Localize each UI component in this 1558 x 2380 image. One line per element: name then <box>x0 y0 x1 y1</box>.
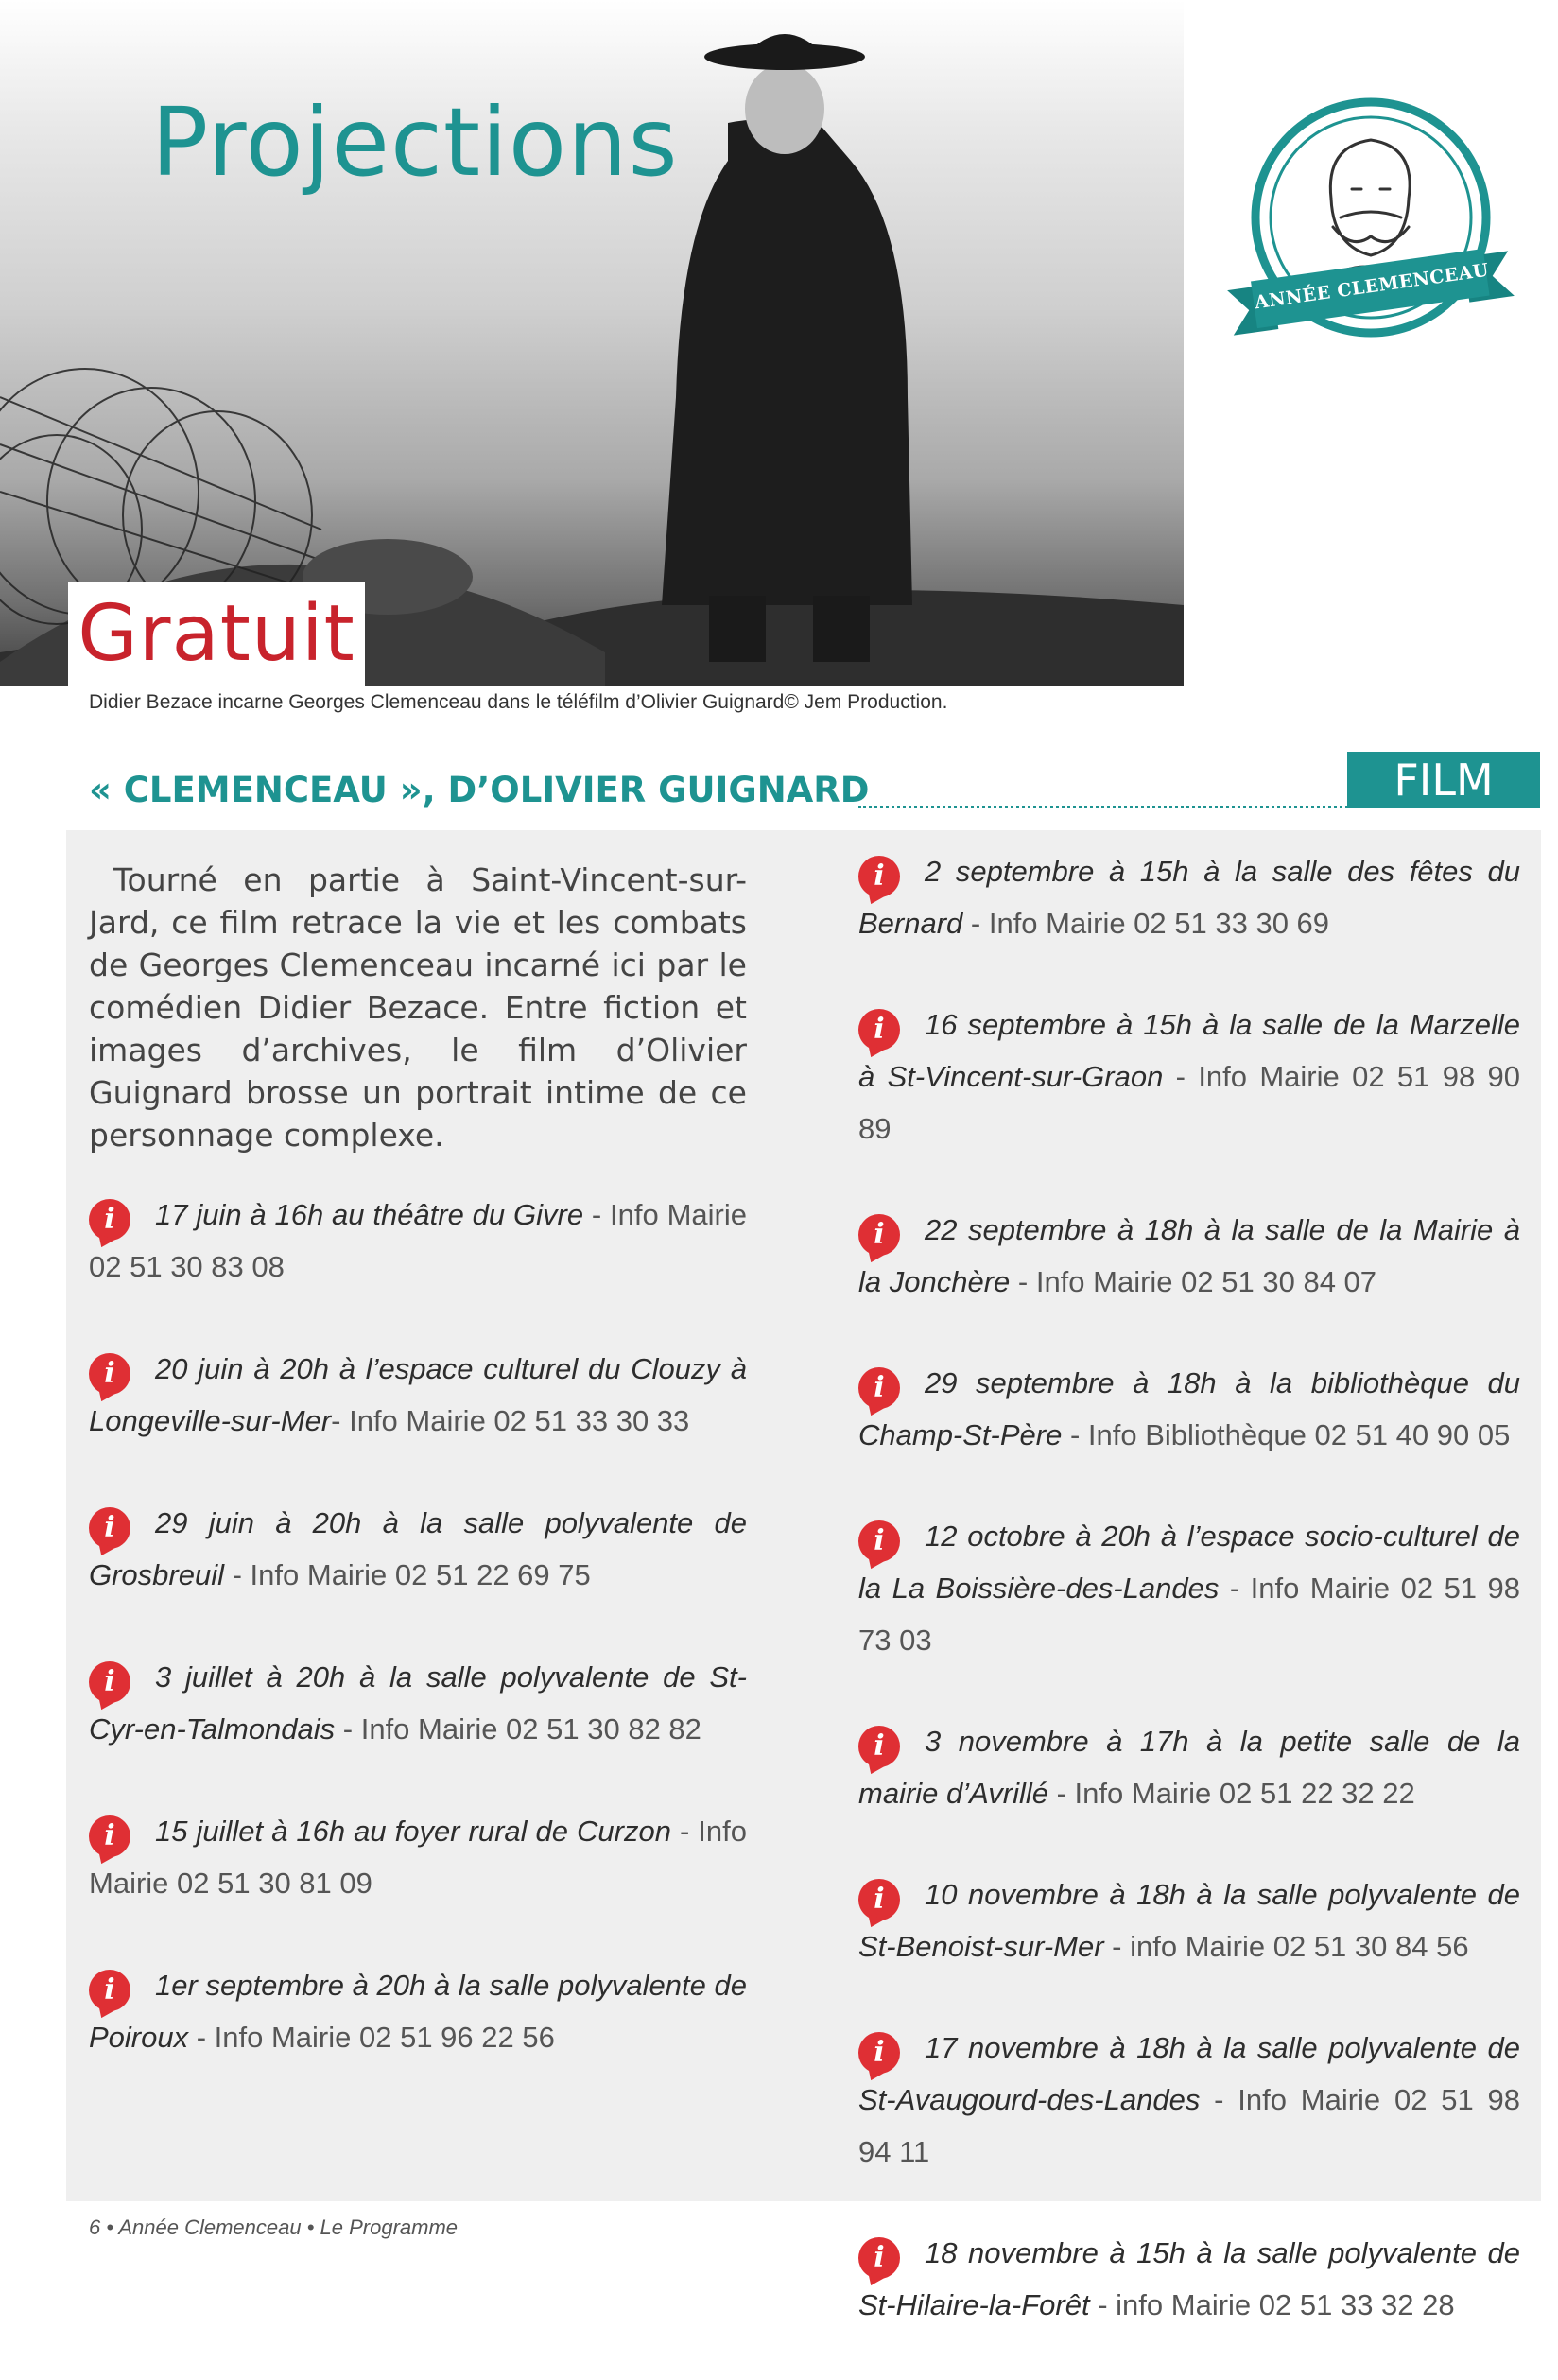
screening-item <box>858 2227 1520 2331</box>
screening-date-venue: 22 septembre à 18h à la salle de la Mairie à la Jonchère <box>858 1213 1520 1298</box>
info-icon: i <box>858 1367 900 1409</box>
screening-item <box>858 1357 1520 1461</box>
screening-contact: - Info Mairie 02 51 22 69 75 <box>224 1558 591 1591</box>
screening-contact: - Info Bibliothèque 02 51 40 90 05 <box>1062 1418 1511 1451</box>
screening-item <box>858 1715 1520 1819</box>
screening-date-venue: 20 juin à 20h à l’espace culturel du Clouzy à Longeville-sur-Mer <box>89 1352 747 1437</box>
screening-contact: - Info Mairie 02 51 33 30 69 <box>962 907 1330 940</box>
hero-photo <box>0 0 1184 686</box>
screening-list-right <box>858 845 1520 2331</box>
screening-date-venue: 18 novembre à 15h à la salle polyvalente de St-Hilaire-la-Forêt <box>858 2236 1520 2321</box>
screening-date-venue: 3 juillet à 20h à la salle polyvalente de St-Cyr-en-Talmondais <box>89 1660 747 1746</box>
screening-item <box>858 1510 1520 1666</box>
screening-contact: - info Mairie 02 51 30 84 56 <box>1103 1930 1469 1963</box>
screening-contact: - Info Mairie 02 51 30 84 07 <box>1010 1265 1377 1298</box>
info-icon: i <box>858 1009 900 1051</box>
screening-date-venue: 1er septembre à 20h à la salle polyvalente de Poiroux <box>89 1969 747 2054</box>
right-column <box>858 845 1520 2380</box>
screening-item <box>89 1651 747 1755</box>
dotted-rule <box>858 806 1348 808</box>
screening-contact: - Info Mairie 02 51 30 81 09 <box>89 1815 747 1900</box>
screening-item <box>858 1204 1520 1308</box>
info-icon: i <box>89 1815 130 1857</box>
film-description: Tourné en partie à Saint-Vincent-sur-Jard, ce film retrace la vie et les combats de Georges Clemenceau incarné ici par le comédien Didier Bezace. Entre fiction et images d’archives, le film d’Olivier Guignard brosse un portrait intime de ce personnage complexe. <box>89 861 747 1154</box>
free-badge <box>68 582 365 686</box>
badge-ribbon-text: ANNÉE CLEMENCEAU <box>1253 259 1491 314</box>
annee-clemenceau-logo <box>1220 95 1522 364</box>
info-icon: i <box>858 2237 900 2279</box>
info-icon: i <box>858 2032 900 2074</box>
screening-date-venue: 12 octobre à 20h à l’espace socio-culturel de la La Boissière-des-Landes <box>858 1520 1520 1605</box>
screening-contact: - Info Mairie 02 51 98 90 89 <box>858 1060 1520 1145</box>
screening-contact: - Info Mairie 02 51 22 32 22 <box>1048 1777 1415 1810</box>
screening-contact: - Info Mairie 02 51 30 82 82 <box>335 1712 701 1746</box>
section-headline: « CLEMENCEAU », D’OLIVIER GUIGNARD <box>89 770 870 810</box>
screening-date-venue: 29 septembre à 18h à la bibliothèque du Champ-St-Père <box>858 1366 1520 1451</box>
info-icon: i <box>858 1879 900 1920</box>
info-icon: i <box>858 1214 900 1256</box>
screening-item <box>89 1805 747 1909</box>
screening-contact: - Info Mairie 02 51 98 94 11 <box>858 2083 1520 2168</box>
info-icon: i <box>858 1726 900 1767</box>
screening-item <box>858 1868 1520 1972</box>
free-badge-label: Gratuit <box>78 588 355 679</box>
screening-date-venue: 17 novembre à 18h à la salle polyvalente de St-Avaugourd-des-Landes <box>858 2031 1520 2116</box>
page-footer: 6 • Année Clemenceau • Le Programme <box>89 2215 459 2239</box>
screening-date-venue: 29 juin à 20h à la salle polyvalente de Grosbreuil <box>89 1506 747 1591</box>
screening-contact: - Info Mairie 02 51 33 30 33 <box>331 1404 690 1437</box>
page-title: Projections <box>151 87 679 198</box>
film-category-tag: FILM <box>1347 752 1540 808</box>
screening-date-venue: 16 septembre à 15h à la salle de la Marzelle à St-Vincent-sur-Graon <box>858 1008 1520 1093</box>
screening-item <box>89 1959 747 2063</box>
screening-date-venue: 10 novembre à 18h à la salle polyvalente de St-Benoist-sur-Mer <box>858 1878 1520 1963</box>
screening-date-venue: 15 juillet à 16h au foyer rural de Curzon <box>155 1815 671 1848</box>
screening-list-left <box>89 1189 747 2063</box>
screening-date-venue: 2 septembre à 15h à la salle des fêtes du Bernard <box>858 855 1520 940</box>
screening-item <box>89 1343 747 1447</box>
screening-date-venue: 17 juin à 16h au théâtre du Givre <box>155 1198 584 1231</box>
screening-contact: - Info Mairie 02 51 96 22 56 <box>188 2021 555 2054</box>
info-icon: i <box>89 1661 130 1703</box>
screening-date-venue: 3 novembre à 17h à la petite salle de la mairie d’Avrillé <box>858 1725 1520 1810</box>
screening-item <box>89 1497 747 1601</box>
screening-item <box>858 845 1520 949</box>
info-icon: i <box>89 1353 130 1395</box>
info-icon: i <box>89 1970 130 2011</box>
info-icon: i <box>89 1199 130 1241</box>
screening-item <box>89 1189 747 1293</box>
screening-item <box>858 999 1520 1155</box>
screening-contact: - Info Mairie 02 51 30 83 08 <box>89 1198 747 1283</box>
left-column <box>89 859 747 2113</box>
screening-contact: - info Mairie 02 51 33 32 28 <box>1089 2288 1455 2321</box>
screening-contact: - Info Mairie 02 51 98 73 03 <box>858 1572 1520 1657</box>
info-icon: i <box>858 1520 900 1562</box>
screening-item <box>858 2022 1520 2178</box>
info-icon: i <box>858 856 900 897</box>
photo-caption: Didier Bezace incarne Georges Clemenceau dans le téléfilm d’Olivier Guignard© Jem Production. <box>89 691 948 713</box>
info-icon: i <box>89 1507 130 1549</box>
